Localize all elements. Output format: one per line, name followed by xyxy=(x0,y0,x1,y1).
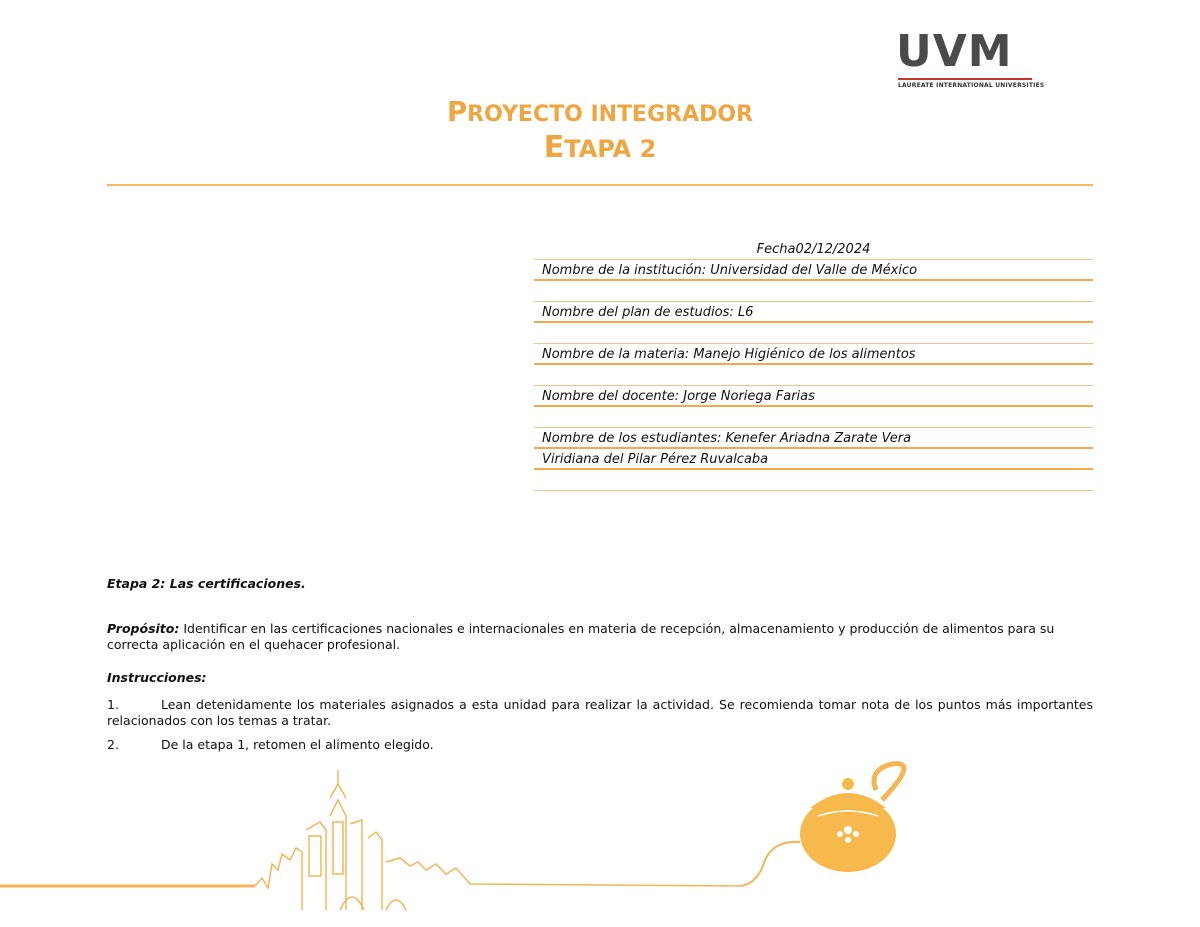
students-line: Nombre de los estudiantes: Kenefer Ariadna Zarate Vera xyxy=(534,428,1093,449)
logo-text: UVM xyxy=(896,26,1013,77)
item-number: 1. xyxy=(107,697,119,712)
footer-line-middle xyxy=(456,868,740,886)
logo-divider xyxy=(898,78,1032,80)
student-2-line: Viridiana del Pilar Pérez Ruvalcaba xyxy=(534,449,1093,470)
subject-line: Nombre de la materia: Manejo Higiénico de los alimentos xyxy=(534,344,1093,365)
cover-info-form xyxy=(534,240,1093,491)
purpose-text: Identificar en las certificaciones nacionales e internacionales en materia de recepción, almacenamiento y producción de alimentos para su correcta aplicación en el quehacer profesional. xyxy=(107,621,1055,652)
instruction-item xyxy=(107,737,1093,753)
uvm-logo xyxy=(896,26,1045,90)
blank-line xyxy=(534,323,1093,344)
header-divider xyxy=(107,184,1093,186)
document-title xyxy=(0,96,1200,128)
footer-illustration xyxy=(0,760,1200,927)
teapot-icon xyxy=(740,764,904,886)
instructions-heading: Instrucciones: xyxy=(107,670,207,685)
purpose-paragraph xyxy=(107,621,1093,653)
logo-subtitle: LAUREATE INTERNATIONAL UNIVERSITIES xyxy=(898,82,1045,89)
item-text: Lean detenidamente los materiales asignados a esta unidad para realizar la actividad. Se recomienda tomar nota de los puntos más importantes relacionados con los temas a tratar. xyxy=(107,697,1093,728)
teacher-line: Nombre del docente: Jorge Noriega Farias xyxy=(534,386,1093,407)
stage-initial: E xyxy=(543,130,565,165)
blank-line xyxy=(534,407,1093,428)
title-initial: P xyxy=(446,96,468,128)
document-stage xyxy=(0,130,1200,165)
blank-line xyxy=(534,281,1093,302)
stage-rest: TAPA 2 xyxy=(564,135,657,163)
stage-heading: Etapa 2: Las certificaciones. xyxy=(107,576,306,591)
city-skyline-icon xyxy=(255,770,456,910)
date-line: Fecha02/12/2024 xyxy=(534,240,1093,260)
institution-line: Nombre de la institución: Universidad del Valle de México xyxy=(534,260,1093,281)
study-plan-line: Nombre del plan de estudios: L6 xyxy=(534,302,1093,323)
item-text: De la etapa 1, retomen el alimento elegido. xyxy=(161,737,434,752)
title-rest: ROYECTO INTEGRADOR xyxy=(467,102,754,127)
blank-line xyxy=(534,470,1093,491)
instruction-item xyxy=(107,697,1093,729)
purpose-label: Propósito: xyxy=(107,621,180,636)
item-number: 2. xyxy=(107,737,119,752)
blank-line xyxy=(534,365,1093,386)
